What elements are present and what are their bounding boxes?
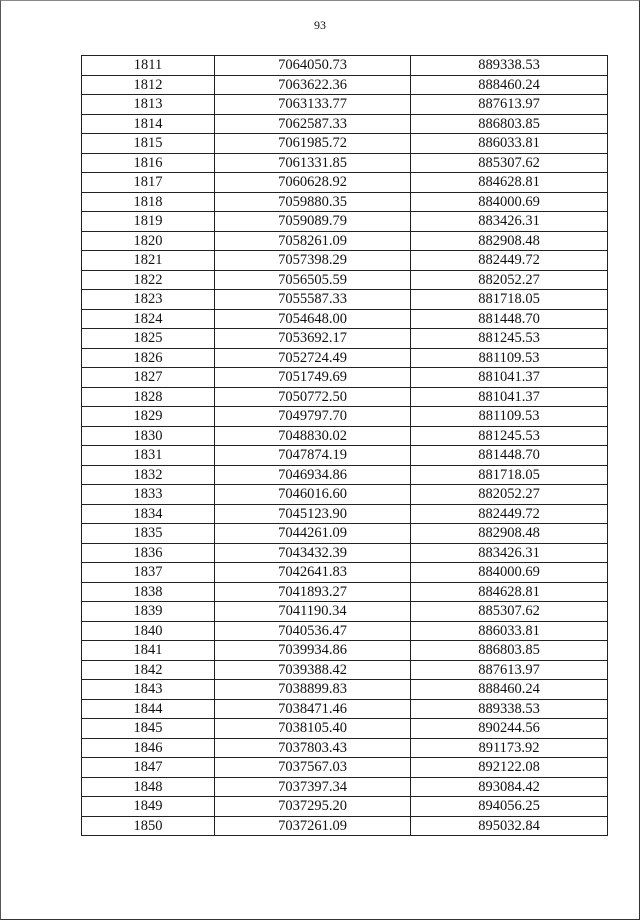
y-coordinate-cell: 881718.05 — [411, 290, 608, 310]
point-number-cell: 1813 — [82, 95, 215, 115]
y-coordinate-cell: 884000.69 — [411, 563, 608, 583]
y-coordinate-cell: 888460.24 — [411, 75, 608, 95]
y-coordinate-cell: 894056.25 — [411, 797, 608, 817]
table-row — [82, 153, 608, 173]
table-row — [82, 134, 608, 154]
y-coordinate-cell: 881041.37 — [411, 368, 608, 388]
table-row — [82, 465, 608, 485]
table-row — [82, 738, 608, 758]
y-coordinate-cell: 881109.53 — [411, 407, 608, 427]
x-coordinate-cell: 7061985.72 — [215, 134, 411, 154]
point-number-cell: 1840 — [82, 621, 215, 641]
y-coordinate-cell: 882052.27 — [411, 270, 608, 290]
point-number-cell: 1841 — [82, 641, 215, 661]
point-number-cell: 1843 — [82, 680, 215, 700]
point-number-cell: 1827 — [82, 368, 215, 388]
y-coordinate-cell: 890244.56 — [411, 719, 608, 739]
x-coordinate-cell: 7059089.79 — [215, 212, 411, 232]
point-number-cell: 1834 — [82, 504, 215, 524]
x-coordinate-cell: 7037397.34 — [215, 777, 411, 797]
point-number-cell: 1833 — [82, 485, 215, 505]
y-coordinate-cell: 891173.92 — [411, 738, 608, 758]
y-coordinate-cell: 881718.05 — [411, 465, 608, 485]
y-coordinate-cell: 892122.08 — [411, 758, 608, 778]
y-coordinate-cell: 884628.81 — [411, 582, 608, 602]
x-coordinate-cell: 7038899.83 — [215, 680, 411, 700]
table-row — [82, 309, 608, 329]
x-coordinate-cell: 7043432.39 — [215, 543, 411, 563]
point-number-cell: 1836 — [82, 543, 215, 563]
table-row — [82, 563, 608, 583]
x-coordinate-cell: 7048830.02 — [215, 426, 411, 446]
point-number-cell: 1818 — [82, 192, 215, 212]
point-number-cell: 1838 — [82, 582, 215, 602]
coordinates-table — [81, 55, 608, 836]
y-coordinate-cell: 884628.81 — [411, 173, 608, 193]
point-number-cell: 1826 — [82, 348, 215, 368]
x-coordinate-cell: 7064050.73 — [215, 56, 411, 76]
y-coordinate-cell: 881245.53 — [411, 329, 608, 349]
y-coordinate-cell: 895032.84 — [411, 816, 608, 836]
table-row — [82, 348, 608, 368]
x-coordinate-cell: 7037261.09 — [215, 816, 411, 836]
y-coordinate-cell: 883426.31 — [411, 543, 608, 563]
y-coordinate-cell: 886033.81 — [411, 134, 608, 154]
x-coordinate-cell: 7042641.83 — [215, 563, 411, 583]
point-number-cell: 1816 — [82, 153, 215, 173]
point-number-cell: 1847 — [82, 758, 215, 778]
point-number-cell: 1839 — [82, 602, 215, 622]
y-coordinate-cell: 887613.97 — [411, 660, 608, 680]
y-coordinate-cell: 885307.62 — [411, 602, 608, 622]
table-row — [82, 173, 608, 193]
point-number-cell: 1848 — [82, 777, 215, 797]
table-row — [82, 621, 608, 641]
point-number-cell: 1849 — [82, 797, 215, 817]
table-row — [82, 407, 608, 427]
y-coordinate-cell: 881448.70 — [411, 309, 608, 329]
x-coordinate-cell: 7061331.85 — [215, 153, 411, 173]
y-coordinate-cell: 883426.31 — [411, 212, 608, 232]
point-number-cell: 1817 — [82, 173, 215, 193]
table-row — [82, 75, 608, 95]
x-coordinate-cell: 7063133.77 — [215, 95, 411, 115]
point-number-cell: 1814 — [82, 114, 215, 134]
table-row — [82, 212, 608, 232]
table-row — [82, 290, 608, 310]
table-row — [82, 504, 608, 524]
point-number-cell: 1846 — [82, 738, 215, 758]
point-number-cell: 1811 — [82, 56, 215, 76]
y-coordinate-cell: 881245.53 — [411, 426, 608, 446]
point-number-cell: 1850 — [82, 816, 215, 836]
table-row — [82, 524, 608, 544]
x-coordinate-cell: 7052724.49 — [215, 348, 411, 368]
x-coordinate-cell: 7041893.27 — [215, 582, 411, 602]
y-coordinate-cell: 881109.53 — [411, 348, 608, 368]
y-coordinate-cell: 887613.97 — [411, 95, 608, 115]
y-coordinate-cell: 882052.27 — [411, 485, 608, 505]
point-number-cell: 1832 — [82, 465, 215, 485]
table-row — [82, 485, 608, 505]
y-coordinate-cell: 893084.42 — [411, 777, 608, 797]
point-number-cell: 1820 — [82, 231, 215, 251]
table-row — [82, 56, 608, 76]
table-row — [82, 797, 608, 817]
x-coordinate-cell: 7057398.29 — [215, 251, 411, 271]
point-number-cell: 1822 — [82, 270, 215, 290]
y-coordinate-cell: 882449.72 — [411, 251, 608, 271]
point-number-cell: 1831 — [82, 446, 215, 466]
table-row — [82, 543, 608, 563]
x-coordinate-cell: 7060628.92 — [215, 173, 411, 193]
y-coordinate-cell: 889338.53 — [411, 699, 608, 719]
table-row — [82, 329, 608, 349]
table-row — [82, 699, 608, 719]
point-number-cell: 1823 — [82, 290, 215, 310]
x-coordinate-cell: 7051749.69 — [215, 368, 411, 388]
point-number-cell: 1829 — [82, 407, 215, 427]
coordinates-table-body — [82, 56, 608, 836]
y-coordinate-cell: 888460.24 — [411, 680, 608, 700]
table-row — [82, 758, 608, 778]
page-number: 93 — [314, 18, 326, 32]
point-number-cell: 1830 — [82, 426, 215, 446]
x-coordinate-cell: 7059880.35 — [215, 192, 411, 212]
point-number-cell: 1842 — [82, 660, 215, 680]
y-coordinate-cell: 886803.85 — [411, 641, 608, 661]
x-coordinate-cell: 7055587.33 — [215, 290, 411, 310]
table-row — [82, 602, 608, 622]
point-number-cell: 1819 — [82, 212, 215, 232]
x-coordinate-cell: 7054648.00 — [215, 309, 411, 329]
x-coordinate-cell: 7037803.43 — [215, 738, 411, 758]
x-coordinate-cell: 7058261.09 — [215, 231, 411, 251]
table-row — [82, 719, 608, 739]
point-number-cell: 1845 — [82, 719, 215, 739]
table-row — [82, 777, 608, 797]
x-coordinate-cell: 7037567.03 — [215, 758, 411, 778]
y-coordinate-cell: 882449.72 — [411, 504, 608, 524]
x-coordinate-cell: 7049797.70 — [215, 407, 411, 427]
table-row — [82, 192, 608, 212]
point-number-cell: 1815 — [82, 134, 215, 154]
y-coordinate-cell: 886803.85 — [411, 114, 608, 134]
x-coordinate-cell: 7038105.40 — [215, 719, 411, 739]
table-row — [82, 114, 608, 134]
table-row — [82, 231, 608, 251]
table-row — [82, 368, 608, 388]
table-row — [82, 582, 608, 602]
point-number-cell: 1825 — [82, 329, 215, 349]
x-coordinate-cell: 7045123.90 — [215, 504, 411, 524]
table-row — [82, 446, 608, 466]
table-row — [82, 270, 608, 290]
y-coordinate-cell: 885307.62 — [411, 153, 608, 173]
x-coordinate-cell: 7039388.42 — [215, 660, 411, 680]
x-coordinate-cell: 7046016.60 — [215, 485, 411, 505]
point-number-cell: 1828 — [82, 387, 215, 407]
x-coordinate-cell: 7041190.34 — [215, 602, 411, 622]
table-row — [82, 251, 608, 271]
table-row — [82, 816, 608, 836]
x-coordinate-cell: 7050772.50 — [215, 387, 411, 407]
table-row — [82, 641, 608, 661]
table-row — [82, 387, 608, 407]
x-coordinate-cell: 7062587.33 — [215, 114, 411, 134]
x-coordinate-cell: 7038471.46 — [215, 699, 411, 719]
table-row — [82, 680, 608, 700]
x-coordinate-cell: 7037295.20 — [215, 797, 411, 817]
point-number-cell: 1844 — [82, 699, 215, 719]
y-coordinate-cell: 889338.53 — [411, 56, 608, 76]
point-number-cell: 1824 — [82, 309, 215, 329]
table-row — [82, 95, 608, 115]
y-coordinate-cell: 882908.48 — [411, 524, 608, 544]
x-coordinate-cell: 7056505.59 — [215, 270, 411, 290]
y-coordinate-cell: 881041.37 — [411, 387, 608, 407]
y-coordinate-cell: 881448.70 — [411, 446, 608, 466]
x-coordinate-cell: 7044261.09 — [215, 524, 411, 544]
table-row — [82, 660, 608, 680]
point-number-cell: 1837 — [82, 563, 215, 583]
x-coordinate-cell: 7040536.47 — [215, 621, 411, 641]
y-coordinate-cell: 886033.81 — [411, 621, 608, 641]
point-number-cell: 1821 — [82, 251, 215, 271]
point-number-cell: 1812 — [82, 75, 215, 95]
table-row — [82, 426, 608, 446]
x-coordinate-cell: 7063622.36 — [215, 75, 411, 95]
y-coordinate-cell: 884000.69 — [411, 192, 608, 212]
x-coordinate-cell: 7053692.17 — [215, 329, 411, 349]
x-coordinate-cell: 7047874.19 — [215, 446, 411, 466]
x-coordinate-cell: 7046934.86 — [215, 465, 411, 485]
point-number-cell: 1835 — [82, 524, 215, 544]
y-coordinate-cell: 882908.48 — [411, 231, 608, 251]
x-coordinate-cell: 7039934.86 — [215, 641, 411, 661]
